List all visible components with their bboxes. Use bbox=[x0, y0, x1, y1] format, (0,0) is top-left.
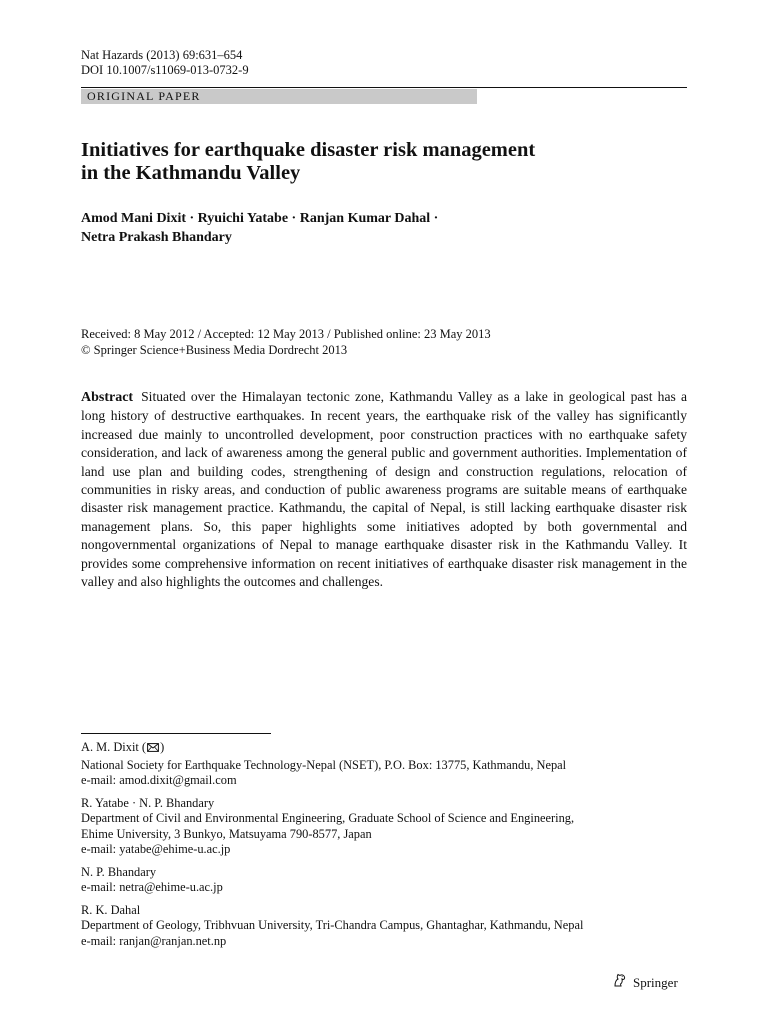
abstract-section bbox=[81, 388, 687, 591]
header-rule bbox=[81, 87, 687, 88]
doi-line: DOI 10.1007/s11069-013-0732-9 bbox=[81, 63, 249, 77]
affiliation-line: Department of Geology, Tribhvuan University, Tri-Chandra Campus, Ghantaghar, Kathmandu, Nepal bbox=[81, 918, 584, 932]
affiliation-dahal bbox=[81, 903, 687, 950]
affiliation-line: Department of Civil and Environmental Engineering, Graduate School of Science and Engineering, bbox=[81, 811, 575, 825]
authors-line-1: Amod Mani Dixit · Ryuichi Yatabe · Ranjan Kumar Dahal · bbox=[81, 211, 439, 226]
springer-horse-icon bbox=[612, 972, 628, 993]
affiliation-email[interactable]: e-mail: yatabe@ehime-u.ac.jp bbox=[81, 842, 231, 856]
authors-line-2: Netra Prakash Bhandary bbox=[81, 230, 232, 245]
journal-citation bbox=[81, 48, 249, 78]
affiliation-name: R. K. Dahal bbox=[81, 902, 141, 917]
affiliation-yatabe-bhandary bbox=[81, 796, 687, 858]
title-line-2: in the Kathmandu Valley bbox=[81, 162, 301, 184]
paper-title bbox=[81, 139, 687, 185]
envelope-icon[interactable] bbox=[147, 742, 159, 758]
affiliation-dixit bbox=[81, 740, 687, 789]
affiliation-email[interactable]: e-mail: ranjan@ranjan.net.np bbox=[81, 933, 227, 948]
article-type-banner bbox=[81, 89, 477, 104]
affiliation-name bbox=[81, 740, 687, 758]
affiliation-name-suffix: ) bbox=[160, 740, 165, 754]
title-line-1: Initiatives for earthquake disaster risk management bbox=[81, 139, 536, 161]
article-type-label: ORIGINAL PAPER bbox=[87, 89, 201, 103]
affiliation-name: N. P. Bhandary bbox=[81, 864, 157, 879]
affiliation-email[interactable]: e-mail: amod.dixit@gmail.com bbox=[81, 773, 237, 787]
publisher-name: Springer bbox=[633, 974, 678, 990]
affiliations bbox=[81, 740, 687, 956]
footnote-rule bbox=[81, 733, 271, 734]
abstract-label: Abstract bbox=[81, 390, 134, 405]
dates-line: Received: 8 May 2012 / Accepted: 12 May 2013 / Published online: 23 May 2013 bbox=[81, 327, 491, 341]
affiliation-bhandary bbox=[81, 865, 687, 896]
affiliation-line: National Society for Earthquake Technology-Nepal (NSET), P.O. Box: 13775, Kathmandu, Nepal bbox=[81, 757, 567, 772]
author-list bbox=[81, 209, 687, 247]
publisher-logo bbox=[612, 972, 678, 993]
affiliation-name: R. Yatabe · N. P. Bhandary bbox=[81, 795, 215, 810]
affiliation-name-prefix: A. M. Dixit ( bbox=[81, 740, 147, 754]
journal-line: Nat Hazards (2013) 69:631–654 bbox=[81, 48, 243, 62]
publication-dates bbox=[81, 326, 687, 358]
abstract-text: Situated over the Himalayan tectonic zone, Kathmandu Valley as a lake in geological past has a long history of destructive earthquakes. In recent years, the earthquake risk of the valley has significantly increased due mainly to uncontrolled development, poor construction practices with no earthquake safety consideration, and lack of awareness among the general public and government authorities. Implementation of land use plan and building codes, strengthening of design and construction regulations, relocation of communities in risky areas, and conduction of public awareness programs are suitable means of earthquake disaster risk management practice. Kathmandu, the capital of Nepal, is still lacking earthquake disaster risk management plans. So, this paper highlights some initiatives adopted by both governmental and nongovernmental organizations of Nepal to manage earthquake disaster risk in the Kathmandu Valley. It provides some comprehensive information on recent initiatives of earthquake disaster risk management in the valley and also highlights the outcomes and challenges. bbox=[81, 389, 687, 590]
affiliation-line: Ehime University, 3 Bunkyo, Matsuyama 790-8577, Japan bbox=[81, 826, 372, 841]
affiliation-email[interactable]: e-mail: netra@ehime-u.ac.jp bbox=[81, 880, 223, 894]
copyright-line: © Springer Science+Business Media Dordrecht 2013 bbox=[81, 343, 348, 357]
